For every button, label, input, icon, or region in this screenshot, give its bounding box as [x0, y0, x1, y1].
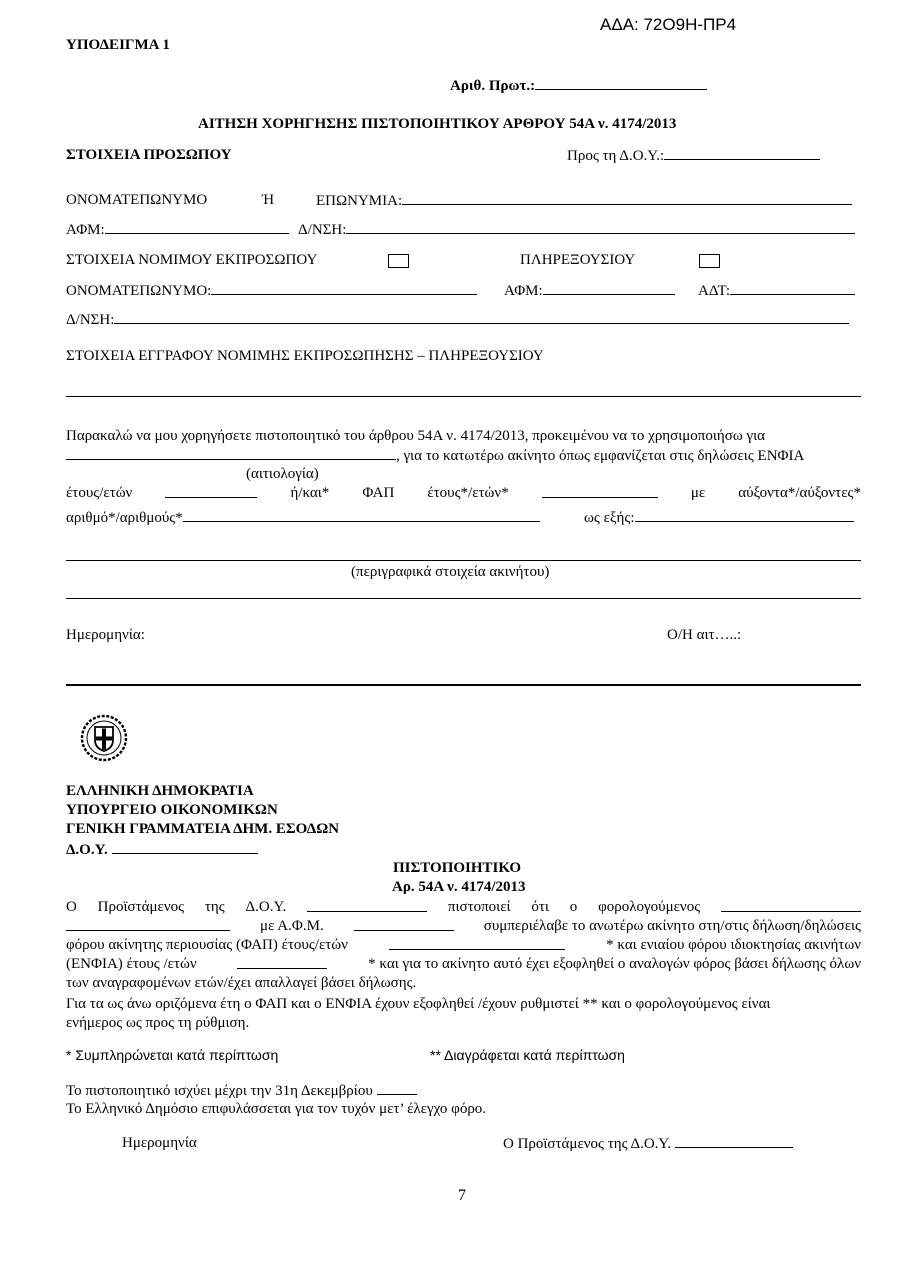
ministry-label: ΥΠΟΥΡΓΕΙΟ ΟΙΚΟΝΟΜΙΚΩΝ [66, 802, 278, 818]
property-caption: (περιγραφικά στοιχεία ακινήτου) [351, 564, 550, 580]
request-line-1: Παρακαλώ να μου χορηγήσετε πιστοποιητικό του άρθρου 54Α ν. 4174/2013, προκειμένου να το χρησιμοποιήσω για [66, 428, 765, 444]
cert-body-line-1: Ο Προϊστάμενος της Δ.Ο.Υ. πιστοποιεί ότι ο φορολογούμενος [66, 898, 861, 916]
rep-afm-field[interactable]: ΑΦΜ: [504, 281, 675, 300]
taxpayer-name-blank[interactable] [66, 917, 230, 931]
name-or-label: Ή [262, 192, 275, 208]
sample-label: ΥΠΟΔΕΙΓΜΑ 1 [66, 37, 170, 53]
rep-adt-field[interactable]: ΑΔΤ: [698, 281, 855, 300]
cert-body-line-6: Για τα ως άνω οριζόμενα έτη ο ΦΑΠ και ο ΕΝΦΙΑ έχουν εξοφληθεί /έχουν ρυθμιστεί ** και ο φορολογούμενος είναι [66, 996, 771, 1012]
cert-body-line-5: των αναγραφομένων ετών/έχει απαλλαγεί βάσει δήλωσης. [66, 975, 417, 991]
ada-code: ΑΔΑ: 72Ο9Η-ΠΡ4 [600, 15, 737, 34]
serial-number-field[interactable]: αριθμό*/αριθμούς* [66, 508, 540, 527]
cert-body-line-4: (ΕΝΦΙΑ) έτους /ετών * και για το ακίνητο αυτό έχει εξοφληθεί ο αναλογών φόρος βάσει δήλωσης όλων [66, 956, 861, 972]
document-heading: ΣΤΟΙΧΕΙΑ ΕΓΓΡΑΦΟΥ ΝΟΜΙΜΗΣ ΕΚΠΡΟΣΩΠΗΣΗΣ – ΠΛΗΡΕΞΟΥΣΙΟΥ [66, 348, 544, 364]
note-fill: * Συμπληρώνεται κατά περίπτωση [66, 1047, 279, 1063]
signatory-field[interactable]: Ο Προϊστάμενος της Δ.Ο.Υ. [503, 1134, 793, 1153]
section-divider [66, 684, 861, 686]
proxy-label: ΠΛΗΡΕΞΟΥΣΙΟΥ [520, 252, 636, 268]
protocol-number-field[interactable] [450, 76, 707, 95]
secretariat-label: ΓΕΝΙΚΗ ΓΡΑΜΜΑΤΕΙΑ ΔΗΜ. ΕΣΟΔΩΝ [66, 821, 340, 837]
years-blank[interactable] [165, 484, 257, 498]
cert-body-line-3: φόρου ακίνητης περιουσίας (ΦΑΠ) έτους/ετών * και ενιαίου φόρου ιδιοκτησίας ακινήτων [66, 937, 861, 953]
page-number: 7 [458, 1187, 466, 1204]
taxpayer-blank[interactable] [721, 898, 861, 912]
page-title: ΑΙΤΗΣΗ ΧΟΡΗΓΗΣΗΣ ΠΙΣΤΟΠΟΙΗΤΙΚΟΥ ΑΡΘΡΟΥ 54Α ν. 4174/2013 [198, 116, 677, 132]
applicant-label: Ο/Η αιτ…..: [667, 627, 742, 643]
greek-emblem-icon [80, 714, 128, 762]
legal-rep-checkbox[interactable] [388, 254, 409, 268]
as-follows-field[interactable]: ως εξής: [584, 508, 854, 527]
reason-field[interactable]: , για το κατωτέρω ακίνητο όπως εμφανίζεται στις δηλώσεις ΕΝΦΙΑ [66, 446, 804, 465]
taxpayer-afm-blank[interactable] [354, 917, 454, 931]
republic-label: ΕΛΛΗΝΙΚΗ ΔΗΜΟΚΡΑΤΙΑ [66, 783, 254, 799]
years-row: έτους/ετών ή/και* ΦΑΠ έτους*/ετών* με αύξοντα*/αύξοντες* [66, 485, 861, 501]
validity-field[interactable]: Το πιστοποιητικό ισχύει μέχρι την 31η Δεκεμβρίου [66, 1081, 417, 1100]
name-label: ΟΝΟΜΑΤΕΠΩΝΥΜΟ [66, 192, 208, 208]
property-blank-line[interactable] [66, 560, 861, 561]
protocol-number-label: Αριθ. Πρωτ.: [450, 78, 536, 94]
reason-caption: (αιτιολογία) [246, 466, 319, 482]
afm-field[interactable]: ΑΦΜ: [66, 220, 289, 239]
certificate-subtitle: Αρ. 54Α ν. 4174/2013 [392, 879, 526, 895]
proxy-checkbox[interactable] [699, 254, 720, 268]
application-date-label: Ημερομηνία: [66, 627, 145, 643]
to-doy-field[interactable]: Προς τη Δ.Ο.Υ.: [567, 146, 820, 165]
address-field[interactable]: Δ/ΝΣΗ: [298, 220, 855, 239]
personal-data-heading: ΣΤΟΙΧΕΙΑ ΠΡΟΣΩΠΟΥ [66, 147, 232, 163]
note-strike: ** Διαγράφεται κατά περίπτωση [430, 1047, 625, 1063]
cert-doy-blank[interactable] [307, 898, 427, 912]
document-blank-line[interactable] [66, 396, 861, 397]
cert-doy-field[interactable]: Δ.Ο.Υ. [66, 840, 258, 859]
certificate-title: ΠΙΣΤΟΠΟΙΗΤΙΚΟ [393, 860, 522, 876]
rep-address-field[interactable]: Δ/ΝΣΗ: [66, 310, 849, 329]
enfia-years-blank[interactable] [237, 955, 327, 969]
name-field[interactable]: ΕΠΩΝΥΜΙΑ: [316, 191, 852, 210]
reserve-text: Το Ελληνικό Δημόσιο επιφυλάσσεται για τον τυχόν μετ’ έλεγχο φόρο. [66, 1101, 487, 1117]
fap-years-cert-blank[interactable] [389, 936, 565, 950]
legal-rep-label: ΣΤΟΙΧΕΙΑ ΝΟΜΙΜΟΥ ΕΚΠΡΟΣΩΠΟΥ [66, 252, 318, 268]
fap-years-blank[interactable] [542, 484, 658, 498]
rep-name-field[interactable]: ΟΝΟΜΑΤΕΠΩΝΥΜΟ: [66, 281, 477, 300]
cert-body-line-7: ενήμερος ως προς τη ρύθμιση. [66, 1015, 250, 1031]
cert-date-label: Ημερομηνία [122, 1135, 197, 1151]
property-blank-line-2[interactable] [66, 598, 861, 599]
cert-body-line-2: με Α.Φ.Μ. συμπεριέλαβε το ανωτέρω ακίνητο στη/στις δήλωση/δηλώσεις [66, 917, 861, 935]
